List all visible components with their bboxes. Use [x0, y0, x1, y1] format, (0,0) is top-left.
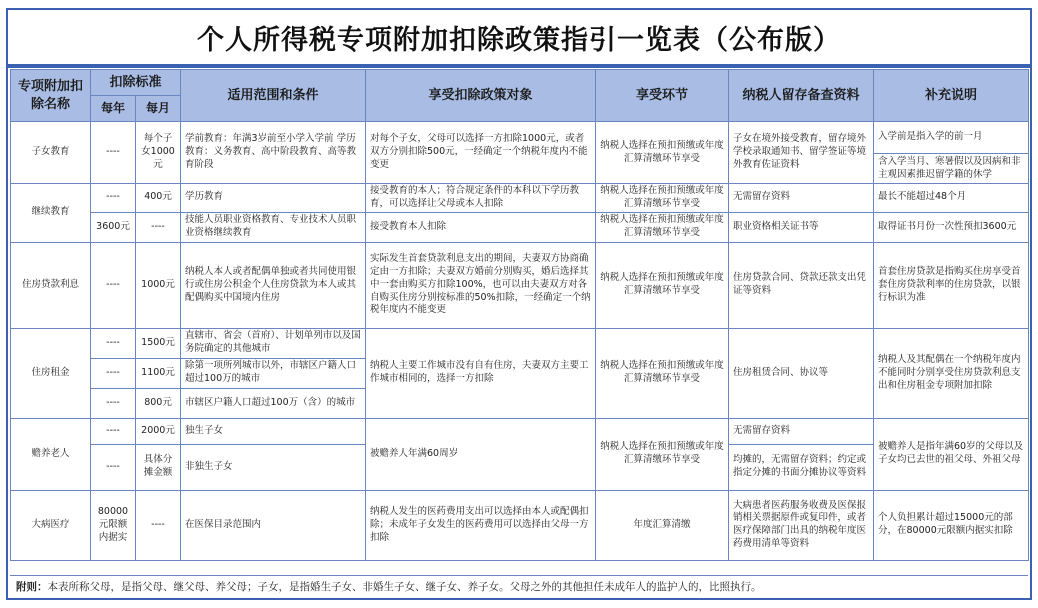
cont1-month: 400元 — [136, 184, 181, 213]
medical-month: ---- — [136, 490, 181, 560]
child-scope: 学前教育：年满3岁前至小学入学前 学历教育：义务教育、高中阶段教育、高等教育阶段 — [181, 122, 366, 184]
cont1-target: 接受教育的本人；符合规定条件的本科以下学历教育，可以选择让父母或本人扣除 — [366, 184, 596, 213]
cont1-scope: 学历教育 — [181, 184, 366, 213]
medical-year: 80000元限额内据实 — [91, 490, 136, 560]
header-notes: 补充说明 — [874, 70, 1029, 122]
deduction-table — [10, 69, 1029, 561]
medical-scope: 在医保目录范围内 — [181, 490, 366, 560]
cont2-month: ---- — [136, 212, 181, 242]
loan-note: 首套住房贷款是指购买住房享受首套住房贷款利率的住房贷款，以银行标识为准 — [874, 242, 1029, 328]
rent-r2-month: 1100元 — [136, 358, 181, 388]
child-docs: 子女在境外接受教育，留存境外学校录取通知书、留学签证等境外教育佐证资料 — [729, 122, 874, 184]
header-docs: 纳税人留存备查资料 — [729, 70, 874, 122]
header-per-month: 每月 — [136, 96, 181, 122]
title-divider — [8, 64, 1030, 68]
child-month: 每个子女1000元 — [136, 122, 181, 184]
elder-r1-year: ---- — [91, 418, 136, 444]
loan-year: ---- — [91, 242, 136, 328]
loan-target: 实际发生首套贷款利息支出的期间，夫妻双方协商确定由一方扣除；夫妻双方婚前分别购买，婚后选择其中一套由购买方扣除100%，也可以由夫妻双方对各自购买住房分别按标准的50%扣除，一经确定一个纳税年度内不能变更 — [366, 242, 596, 328]
medical-target: 纳税人发生的医药费用支出可以选择由本人或配偶扣除；未成年子女发生的医药费用可以选择由父母一方扣除 — [366, 490, 596, 560]
cont2-target: 接受教育本人扣除 — [366, 212, 596, 242]
elder-r1-scope: 独生子女 — [181, 418, 366, 444]
row-name-housing-rent: 住房租金 — [11, 328, 91, 418]
header-item: 专项附加扣除名称 — [11, 70, 91, 122]
footnote — [10, 575, 1028, 597]
footnote-label: 附则： — [16, 581, 48, 593]
cont2-stage: 纳税人选择在预扣预缴或年度汇算清缴环节享受 — [596, 212, 729, 242]
row-name-elder-support: 赡养老人 — [11, 418, 91, 490]
header-scope: 适用范围和条件 — [181, 70, 366, 122]
rent-r1-month: 1500元 — [136, 328, 181, 358]
cont2-year: 3600元 — [91, 212, 136, 242]
elder-stage: 纳税人选择在预扣预缴或年度汇算清缴环节享受 — [596, 418, 729, 490]
policy-table-frame — [6, 8, 1032, 600]
loan-month: 1000元 — [136, 242, 181, 328]
child-note-2: 含入学当月、寒暑假以及因病和非主观因素推迟留学籍的休学 — [874, 154, 1029, 184]
row-name-continuing-edu: 继续教育 — [11, 184, 91, 243]
loan-stage: 纳税人选择在预扣预缴或年度汇算清缴环节享受 — [596, 242, 729, 328]
rent-r1-scope: 直辖市、省会（首府）、计划单列市以及国务院确定的其他城市 — [181, 328, 366, 358]
loan-docs: 住房贷款合同、贷款还款支出凭证等资料 — [729, 242, 874, 328]
elder-r2-scope: 非独生子女 — [181, 444, 366, 490]
elder-r1-month: 2000元 — [136, 418, 181, 444]
rent-r3-scope: 市辖区户籍人口超过100万（含）的城市 — [181, 388, 366, 418]
header-stage: 享受环节 — [596, 70, 729, 122]
elder-r2-docs: 均摊的，无需留存资料；约定或指定分摊的书面分摊协议等资料 — [729, 444, 874, 490]
footnote-text: 本表所称父母，是指父母、继父母、养父母；子女，是指婚生子女、非婚生子女、继子女、养子女。父母之外的其他担任未成年人的监护人的，比照执行。 — [47, 581, 762, 593]
child-note-1: 入学前是指入学的前一月 — [874, 122, 1029, 154]
rent-r1-year: ---- — [91, 328, 136, 358]
cont1-year: ---- — [91, 184, 136, 213]
rent-docs: 住房租赁合同、协议等 — [729, 328, 874, 418]
rent-r2-scope: 除第一项所列城市以外，市辖区户籍人口超过100万的城市 — [181, 358, 366, 388]
medical-stage: 年度汇算清缴 — [596, 490, 729, 560]
header-per-year: 每年 — [91, 96, 136, 122]
rent-r3-year: ---- — [91, 388, 136, 418]
cont1-stage: 纳税人选择在预扣预缴或年度汇算清缴环节享受 — [596, 184, 729, 213]
rent-stage: 纳税人选择在预扣预缴或年度汇算清缴环节享受 — [596, 328, 729, 418]
rent-note: 纳税人及其配偶在一个纳税年度内不能同时分别享受住房贷款利息支出和住房租金专项附加扣除 — [874, 328, 1029, 418]
elder-target: 被赡养人年满60周岁 — [366, 418, 596, 490]
cont2-note: 取得证书月份一次性预扣3600元 — [874, 212, 1029, 242]
medical-note: 个人负担累计超过15000元的部分，在80000元限额内据实扣除 — [874, 490, 1029, 560]
cont1-docs: 无需留存资料 — [729, 184, 874, 213]
row-name-housing-loan: 住房贷款利息 — [11, 242, 91, 328]
rent-target: 纳税人主要工作城市没有自有住房，夫妻双方主要工作城市相同的，选择一方扣除 — [366, 328, 596, 418]
child-stage: 纳税人选择在预扣预缴或年度汇算清缴环节享受 — [596, 122, 729, 184]
loan-scope: 纳税人本人或者配偶单独或者共同使用银行或住房公积金个人住房贷款为本人或其配偶购买中国境内住房 — [181, 242, 366, 328]
cont2-docs: 职业资格相关证书等 — [729, 212, 874, 242]
child-target: 对每个子女，父母可以选择一方扣除1000元，或者双方分别扣除500元，一经确定一个纳税年度内不能变更 — [366, 122, 596, 184]
elder-r1-docs: 无需留存资料 — [729, 418, 874, 444]
elder-r2-year: ---- — [91, 444, 136, 490]
child-year: ---- — [91, 122, 136, 184]
cont2-scope: 技能人员职业资格教育、专业技术人员职业资格继续教育 — [181, 212, 366, 242]
elder-note: 被赡养人是指年满60岁的父母以及子女均已去世的祖父母、外祖父母 — [874, 418, 1029, 490]
rent-r3-month: 800元 — [136, 388, 181, 418]
header-standard: 扣除标准 — [91, 70, 181, 96]
cont1-note: 最长不能超过48个月 — [874, 184, 1029, 213]
row-name-child: 子女教育 — [11, 122, 91, 184]
rent-r2-year: ---- — [91, 358, 136, 388]
elder-r2-month: 具体分摊金额 — [136, 444, 181, 490]
header-target: 享受扣除政策对象 — [366, 70, 596, 122]
page-title: 个人所得税专项附加扣除政策指引一览表（公布版） — [197, 24, 841, 56]
row-name-medical: 大病医疗 — [11, 490, 91, 560]
medical-docs: 大病患者医药服务收费及医保报销相关票据原件或复印件，或者医疗保障部门出具的纳税年度医药费用清单等资料 — [729, 490, 874, 560]
